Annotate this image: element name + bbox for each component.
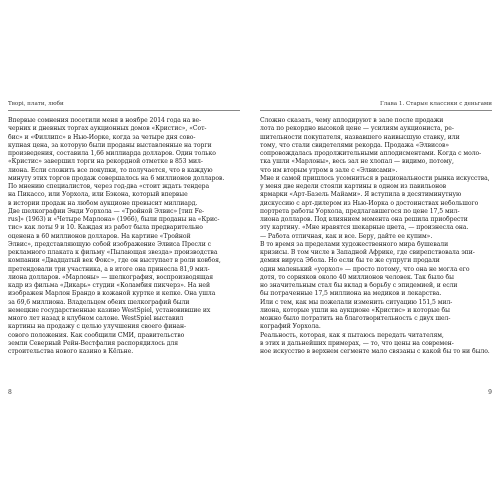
text-line: оценена в 60 миллионов долларов. На картине «Тройной [8, 232, 191, 240]
text-line: портрета работы Уорхола, предлагавшегося по цене 17,5 мил- [260, 207, 460, 215]
text-line: лиона. Если сложить все покупки, то получается, что в каждую [8, 166, 213, 174]
text-line: можно было потратить на благотворительность с двух шел- [260, 315, 451, 322]
text-line: на Пикассо, или Уорхола, или Бэкона, который впервые [8, 191, 188, 199]
body-text [260, 117, 492, 356]
text-line: шительности покупателя, назвавшего наивысшую ставку, или [260, 133, 460, 141]
text-line: за 69,6 миллиона. Владельцем обеих шелкографий были [8, 298, 190, 306]
text-line: Элвис», представляющую собой изображение Элвиса Пресли с [8, 240, 212, 248]
text-line: лота по рекордно высокой цене — усилиям аукциониста, ре- [260, 125, 454, 133]
text-line: В то время за пределами художественного мира бушевали [260, 240, 449, 248]
text-line: — Работа отличная, как и все. Беру, дайте ее купим». [260, 232, 433, 240]
text-line: рекламного плаката к фильму «Пылающая звезда» производства [8, 249, 218, 256]
running-header: Глава 1. Старые классики с деньгами [380, 101, 492, 107]
text-line: Две шелкографии Энди Уорхола — «Тройной Элвис» [тип Fe- [8, 207, 205, 215]
text-line: но значительным стал бы вклад в борьбу с эпидемией, и если [260, 282, 458, 289]
text-line: кризисы. В том числе в Западной Африке, где свирепствовала эпи- [260, 249, 475, 256]
text-line: бы потраченные 17,5 миллиона на медиков и лекарства. [260, 290, 442, 298]
text-line: Сложно сказать, чему аплодируют в зале после продажи [260, 117, 444, 124]
text-line: много лет назад в клубном салоне. WestSpiel выставил [8, 315, 184, 322]
text-line: что им вторым утром в зале с «Элвисами». [260, 166, 398, 174]
text-line: Реальность, которая, как я пытаюсь передать читателям, [260, 331, 444, 339]
running-header: Творі, плати, люби [8, 101, 64, 107]
text-line: немецкие государственные казино WestSpiel, установившие их [8, 306, 211, 314]
body-text [8, 117, 240, 356]
text-line: ное искусство в верхнем сегменте мало связаны с какой бы то ни было. [260, 348, 490, 355]
header-rule [8, 110, 240, 111]
text-line: тому, что стали свидетелями рекорда. Продажа «Элвисов» [260, 141, 450, 149]
text-line: лиона, которые ушли на аукционе «Кристис» и которые бы [260, 306, 450, 314]
page-number: 8 [8, 389, 12, 396]
text-line: лиона долларов. «Марлоны» — шелкография, воспроизводящая [8, 273, 214, 281]
text-line: дотя, то сорняков около 40 миллионов человек. Так было бы [260, 273, 454, 281]
text-line: «Кристис» завершил торги на рекордной отметке в 853 мил- [8, 158, 203, 166]
text-line: дискуссию с арт-дилером из Нью-Йорка о достоинствах небольшого [260, 199, 479, 207]
page-number: 9 [488, 389, 492, 396]
text-line: изображен Марлон Брандо в кожаной куртке и кепке. Она ушла [8, 290, 216, 298]
text-line: Впервые сомнения посетили меня в ноябре 2014 года на ве- [8, 117, 202, 124]
text-line: претендовали три участника, а в итоге она принесла 81,9 мил- [8, 265, 210, 273]
text-line: кадр из фильма «Дикарь» студии «Коламбия пикчерз». На ней [8, 282, 210, 289]
text-line: произведения, составила 1,66 миллиарда долларов. Один только [8, 150, 216, 157]
right-page [250, 0, 500, 500]
text-line: у меня две недели стояли картины в одном из павильонов [260, 183, 447, 190]
text-line: картины на продажу с целью улучшения своего финан- [8, 323, 187, 331]
text-line: тка ушли «Марлоны», весь зал не хлопал — видимо, потому, [260, 158, 454, 166]
text-line: По мнению специалистов, через год-два «стоит ждать тендера [8, 183, 210, 190]
text-line: строительства нового казино в Кёльне. [8, 348, 134, 355]
text-line: компании «Двадцатый век Фокс», где он выступает в роли ковбоя, [8, 257, 221, 265]
text-line: кографий Уорхола. [260, 323, 321, 331]
text-line: один маленький «уорхол» — просто потому, что она не могла его [260, 265, 470, 273]
text-line: Или с тем, как мы пожелали изменить ситуацию 151,5 мил- [260, 298, 453, 306]
text-line: rus]» (1963) и «Четыре Марлона» (1966), были проданы на «Крис- [8, 216, 220, 223]
text-line: лиона долларов. Под влиянием момента она решила приобрести [260, 216, 468, 223]
text-line: в истории продаж на любом аукционе превысит миллиард. [8, 199, 198, 207]
text-line: бис» и «Филлипс» в Нью-Йорке, когда за четыре дня сово- [8, 133, 196, 141]
text-line: эту картину. «Мне нравятся шекарные цвета, — произнесла она. [260, 224, 469, 232]
text-line: Мне и самой пришлось усомниться в рациональности рынка искусства, [260, 174, 490, 182]
text-line: сового положения. Как сообщили СМИ, правительство [8, 331, 185, 339]
text-line: минуту этих торгов продаж совершалось на 6 миллионов долларов. [8, 174, 225, 182]
text-line: земли Северный Рейн-Вестфалия распорядилось для [8, 339, 179, 347]
text-line: сопровождалась продолжительными аплодисментами. Когда с моло- [260, 150, 482, 157]
text-line: черних и дневных торгах аукционных домов «Кристис», «Сот- [8, 125, 207, 133]
text-line: тис» как лоты 9 и 10. Каждая из работ была предварительно [8, 224, 203, 232]
text-line: демия вируса Эбола. Но если бы те же супруги продали [260, 257, 440, 265]
text-line: ярмарки «Арт-Базель Майами». Я вступила в десятиминутную [260, 191, 462, 199]
header-rule [260, 110, 492, 111]
text-line: в этих и дальнейших примерах, — то, что цены на современ- [260, 339, 454, 347]
text-line: купная цена, за которую были проданы выставленные на торги [8, 141, 212, 149]
